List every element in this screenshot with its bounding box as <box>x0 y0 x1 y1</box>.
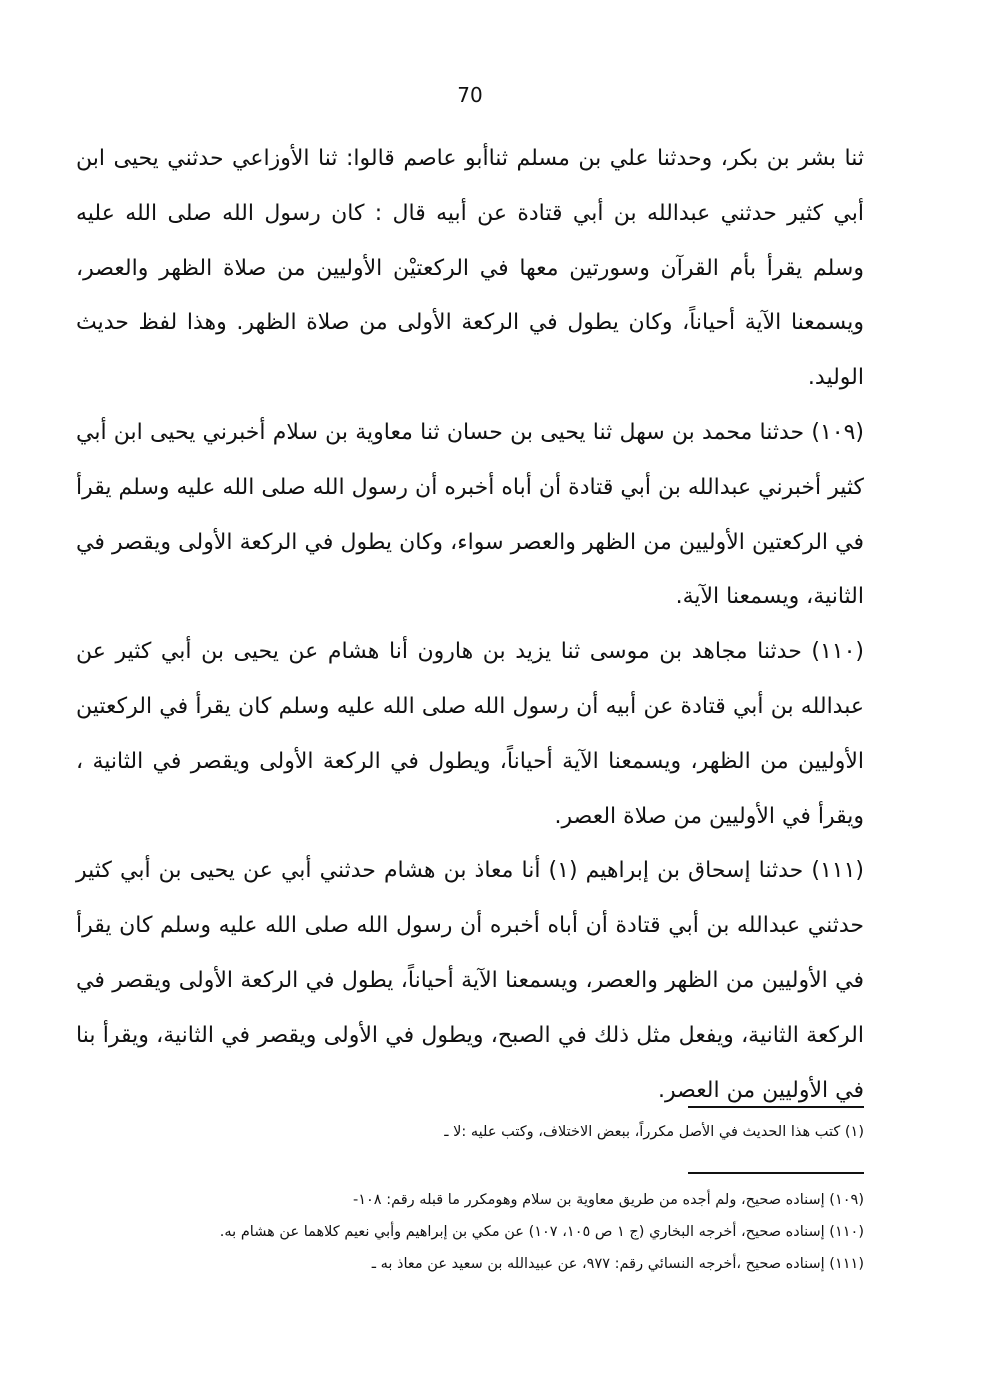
footnote-111: (١١١) إسناده صحيح ،أخرجه النسائي رقم: ٩٧٧، عن عبيدالله بن سعيد عن معاذ به ـ <box>371 1256 864 1272</box>
hadith-paragraph-intro: ثنا بشر بن بكر، وحدثنا علي بن مسلم ثناأبو عاصم قالوا: ثنا الأوزاعي حدثني يحيى ابن أبي كثير حدثني عبدالله بن أبي قتادة عن أبيه قال : كان رسول الله صلى الله عليه وسلم يقرأ بأم القرآن وسورتين معها في الركعتيْن الأوليين من صلاة الظهر والعصر، ويسمعنا الآية أحياناً، وكان يطول في الركعة الأولى من صلاة الظهر. وهذا لفظ حديث الوليد. <box>76 146 864 391</box>
hadith-paragraph-110: (١١٠) حدثنا مجاهد بن موسى ثنا يزيد بن هارون أنا هشام عن يحيى بن أبي كثير عن عبدالله بن أبي قتادة عن أبيه أن رسول الله صلى الله عليه وسلم كان يقرأ في الركعتين الأوليين من الظهر، ويسمعنا الآية أحياناً، ويطول في الركعة الأولى ويقصر في الثانية ، ويقرأ في الأوليين من صلاة العصر. <box>76 639 864 829</box>
footnote-110: (١١٠) إسناده صحيح، أخرجه البخاري (ج ١ ص ١٠٥، ١٠٧) عن مكي بن إبراهيم وأبي نعيم كلاهما عن هشام به. <box>219 1224 864 1240</box>
footnote-separator-bottom <box>688 1172 864 1174</box>
page-number: 70 <box>457 83 483 107</box>
footnote-list <box>70 1190 864 1286</box>
main-text <box>76 132 864 1118</box>
hadith-paragraph-109: (١٠٩) حدثنا محمد بن سهل ثنا يحيى بن حسان ثنا معاوية بن سلام أخبرني يحيى ابن أبي كثير أخبرني عبدالله بن أبي قتادة أن أباه أخبره أن رسول الله صلى الله عليه وسلم يقرأ في الركعتين الأوليين من الظهر والعصر سواء، وكان يطول في الركعة الأولى ويقصر في الثانية، ويسمعنا الآية. <box>76 419 864 610</box>
footnote-separator-top <box>688 1106 864 1108</box>
hadith-paragraph-111: (١١١) حدثنا إسحاق بن إبراهيم (١) أنا معاذ بن هشام حدثني أبي عن يحيى بن أبي كثير حدثني عبدالله بن أبي قتادة أن أباه أخبره أن رسول الله صلى الله عليه وسلم كان يقرأ في الأوليين من الظهر والعصر، ويسمعنا الآية أحياناً، يطول في الركعة الأولى ويقصر في الركعة الثانية، ويفعل مثل ذلك في الصبح، ويطول في الأولى ويقصر في الثانية، ويقرأ بنا في الأوليين من العصر. <box>76 858 864 1103</box>
footnote-original-note: (١) كتب هذا الحديث في الأصل مكرراً، ببعض الاختلاف، وكتب عليه :لا ـ <box>444 1124 864 1140</box>
footnote-109: (١٠٩) إسناده صحيح، ولم أجده من طريق معاوية بن سلام وهومكرر ما قبله رقم: ١٠٨- <box>353 1192 864 1208</box>
